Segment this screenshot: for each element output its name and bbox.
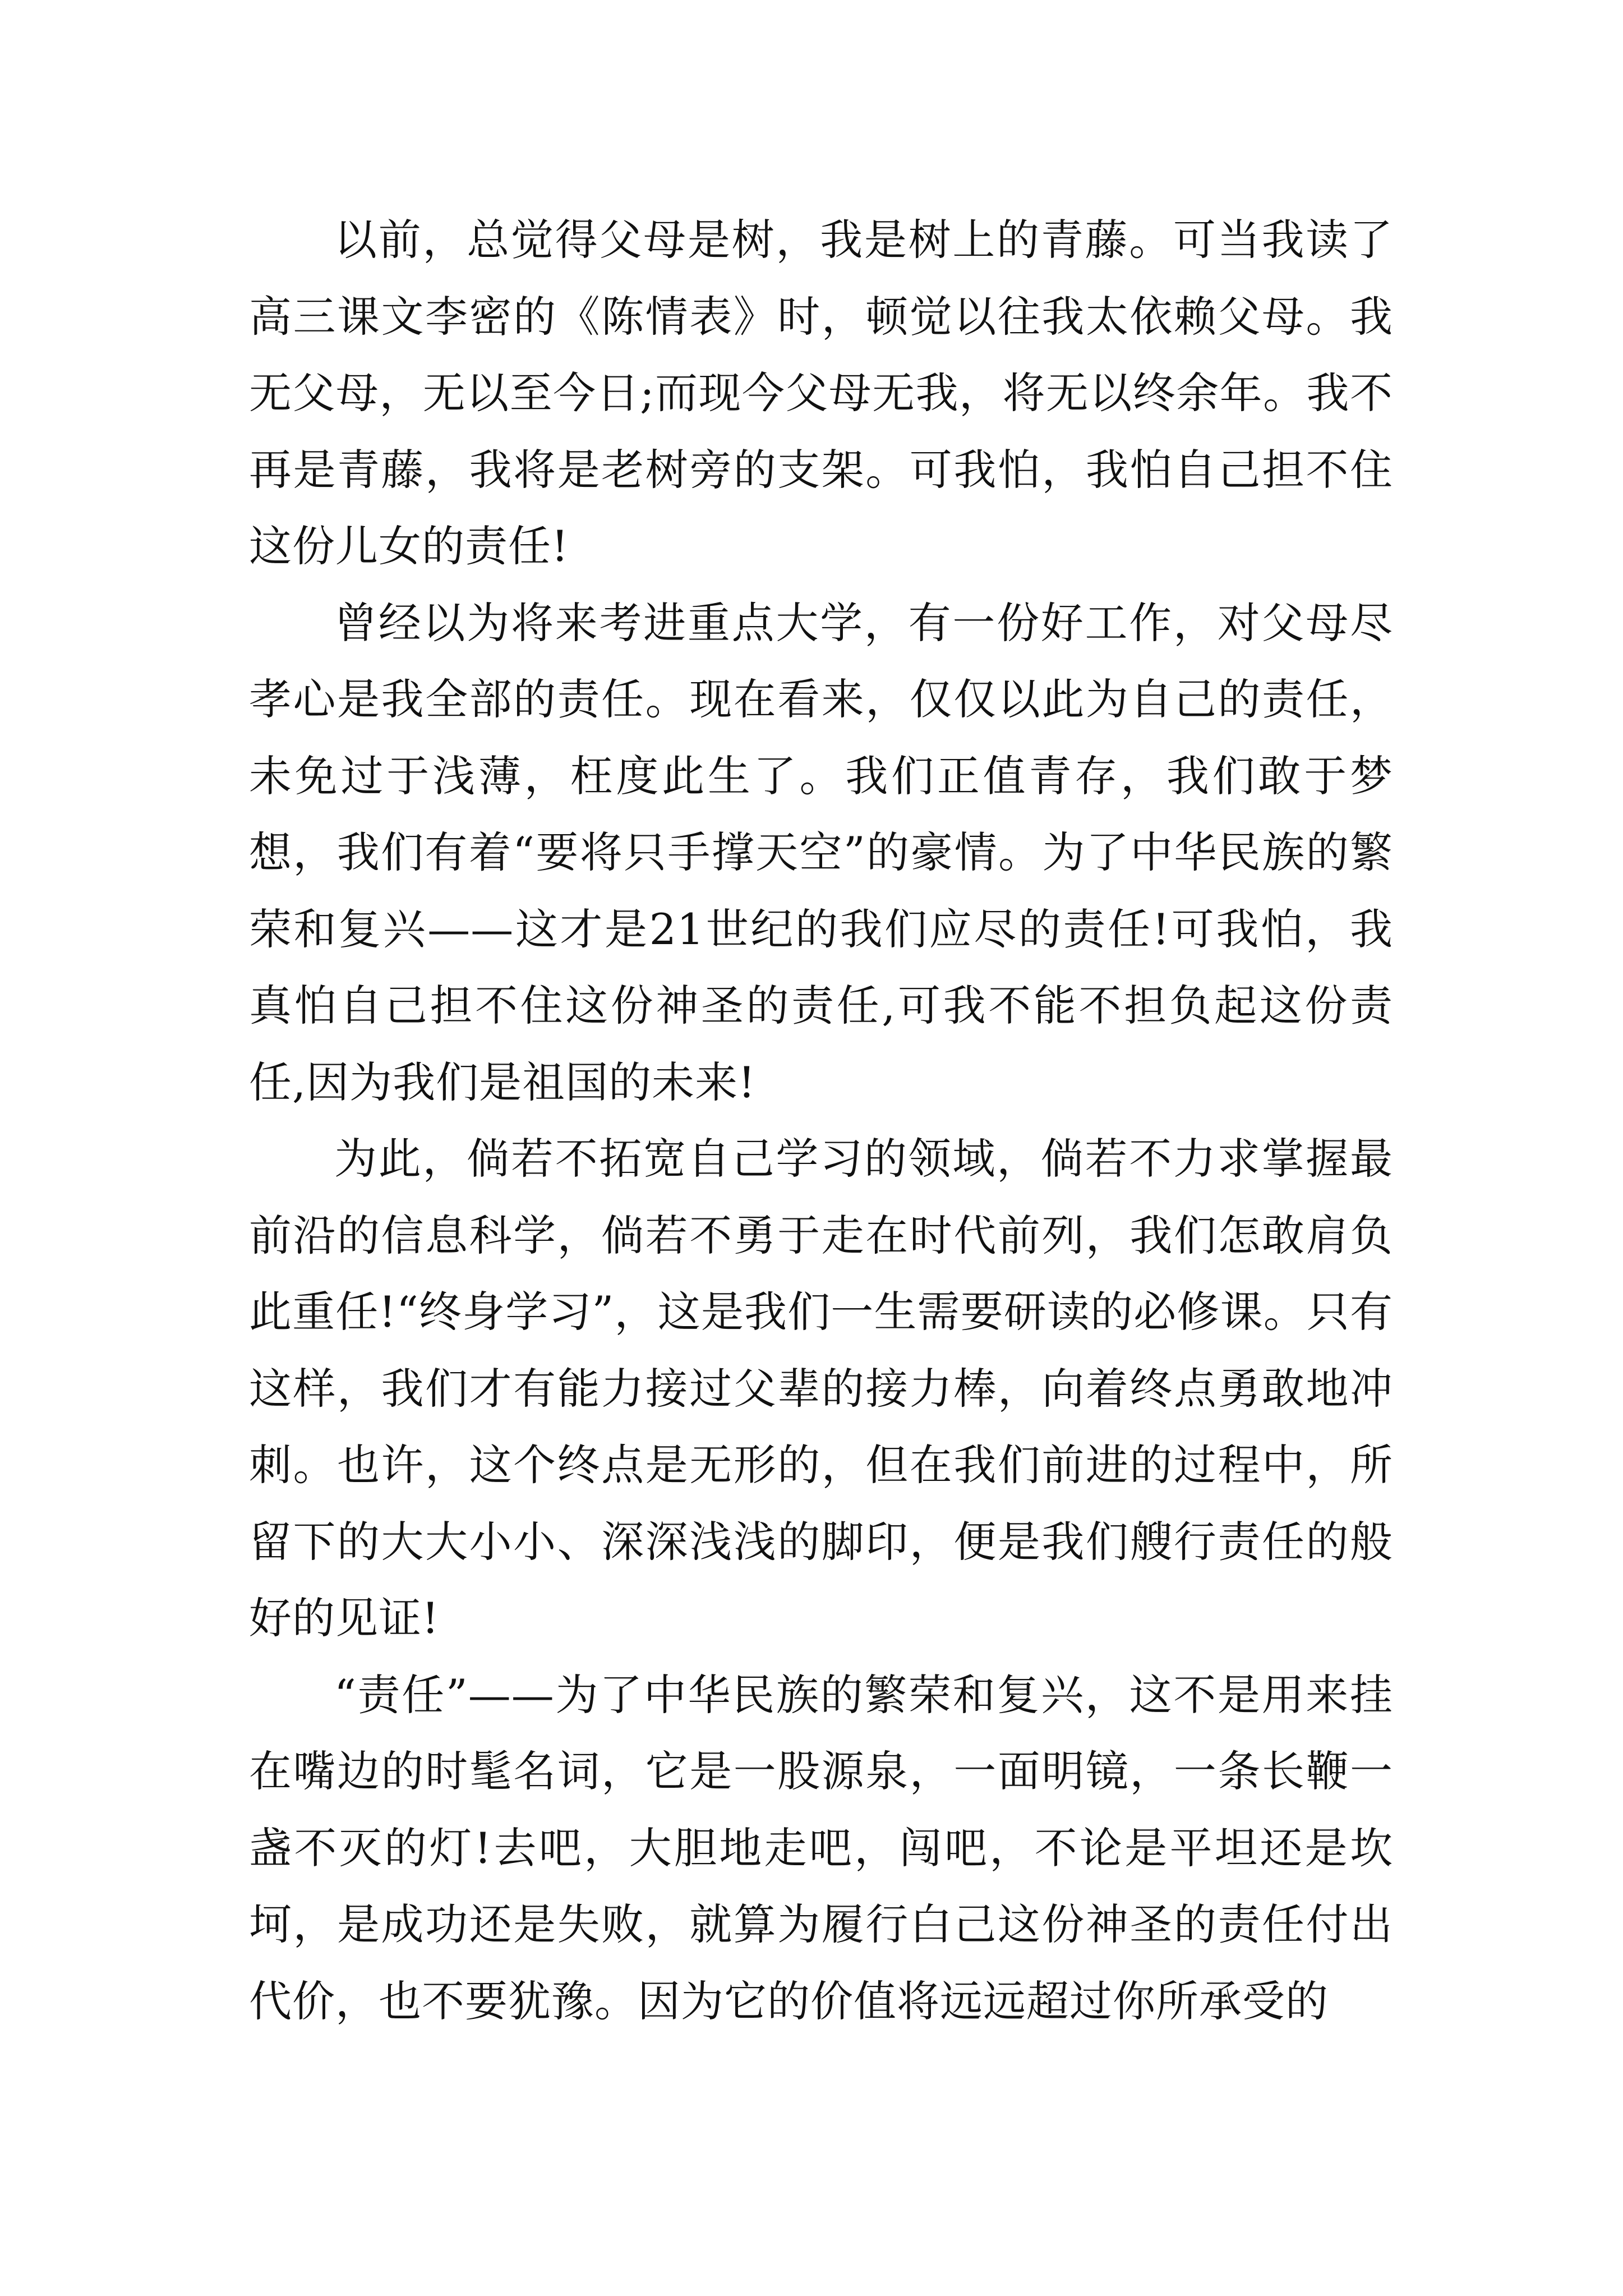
essay-body: [249, 202, 1393, 2040]
paragraph-2: 曾经以为将来考进重点大学，有一份好工作，对父母尽孝心是我全部的责任。现在看来，仅仅以此为自己的责任，未免过于浅薄，枉度此生了。我们正值青存，我们敢于梦想，我们有着“要将只手撑天空”的豪情。为了中华民族的繁荣和复兴——这才是21世纪的我们应尽的责任!可我怕，我真怕自己担不住这份神圣的责任,可我不能不担负起这份责任,因为我们是祖国的未来!: [249, 597, 1393, 1107]
paragraph-3: 为此，倘若不拓宽自己学习的领域，倘若不力求掌握最前沿的信息科学，倘若不勇于走在时代前列，我们怎敢肩负此重任!“终身学习”，这是我们一生需要研读的必修课。只有这样，我们才有能力接过父辈的接力棒，向着终点勇敢地冲刺。也许，这个终点是无形的，但在我们前进的过程中，所留下的大大小小、深深浅浅的脚印，便是我们艘行责任的般好的见证!: [249, 1134, 1393, 1643]
paragraph-1: 以前，总觉得父母是树，我是树上的青藤。可当我读了高三课文李密的《陈情表》时，顿觉以往我太依赖父母。我无父母，无以至今日;而现今父母无我，将无以终余年。我不再是青藤，我将是老树旁的支架。可我怕，我怕自己担不住这份儿女的责任!: [249, 215, 1393, 571]
paragraph-4: “责任”——为了中华民族的繁荣和复兴，这不是用来挂在嘴边的时髦名词，它是一股源泉，一面明镜，一条长鞭一盏不灭的灯!去吧，大胆地走吧，闯吧，不论是平坦还是坎坷，是成功还是失败，就算为履行白己这份神圣的责任付出代价，也不要犹豫。因为它的价值将远远超过你所承受的: [249, 1669, 1393, 2026]
